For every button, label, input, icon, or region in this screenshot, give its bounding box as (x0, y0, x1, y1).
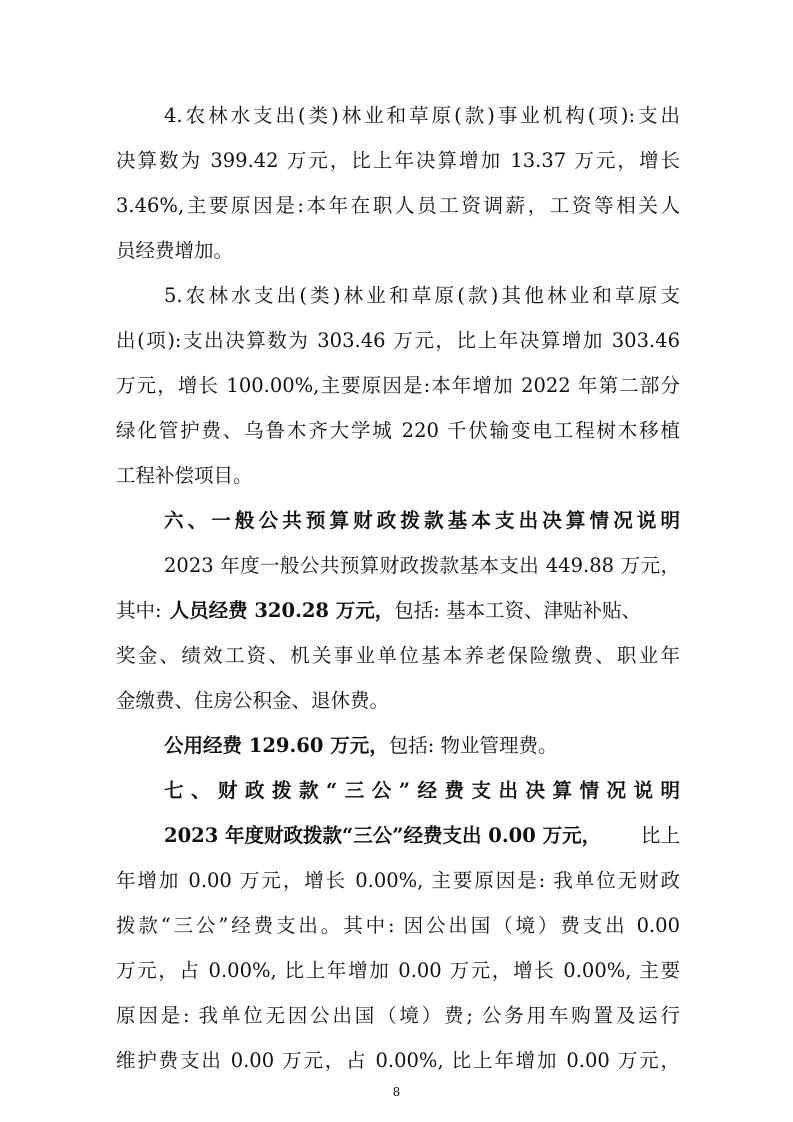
paragraph-text: 包括: 物业管理费。 (388, 734, 558, 757)
section-heading: 七、财政拨款“三公”经费支出决算情况说明 (164, 779, 680, 802)
paragraph-line: 5.农林水支出(类)林业和草原(款)其他林业和草原支 (164, 284, 680, 307)
paragraph-line: 3.46%,主要原因是:本年在职人员工资调薪，工资等相关人 (116, 194, 680, 217)
page-number: 8 (392, 1085, 401, 1099)
paragraph-line: 维护费支出 0.00 万元，占 0.00%, 比上年增加 0.00 万元， (116, 1049, 680, 1072)
highlight-text: 公用经费 129.60 万元， (164, 734, 389, 757)
paragraph-line: 4.农林水支出(类)林业和草原(款)事业机构(项):支出 (164, 104, 680, 127)
paragraph-line: 拨款“三公”经费支出。其中: 因公出国（境）费支出 0.00 (116, 914, 680, 937)
paragraph-text: 包括: 基本工资、津贴补贴、 (394, 599, 642, 622)
paragraph-line: 2023 年度一般公共预算财政拨款基本支出 449.88 万元， (164, 554, 680, 577)
section-heading: 六、一般公共预算财政拨款基本支出决算情况说明 (164, 509, 680, 532)
paragraph-line: 原因是: 我单位无因公出国（境）费; 公务用车购置及运行 (116, 1004, 680, 1027)
paragraph-line: 员经费增加。 (116, 239, 234, 262)
paragraph-line (164, 821, 680, 851)
paragraph-line: 年增加 0.00 万元，增长 0.00%, 主要原因是: 我单位无财政 (116, 869, 680, 892)
paragraph-line: 绿化管护费、乌鲁木齐大学城 220 千伏输变电工程树木移植 (116, 419, 680, 442)
paragraph-line: 出(项):支出决算数为 303.46 万元，比上年决算增加 303.46 (116, 329, 680, 352)
paragraph-line: 金缴费、住房公积金、退休费。 (116, 689, 390, 712)
paragraph-text: 其中: (116, 599, 162, 622)
paragraph-line: 万元，占 0.00%, 比上年增加 0.00 万元，增长 0.00%, 主要 (116, 959, 680, 982)
highlight-text: 人员经费 320.28 万元， (169, 599, 395, 622)
highlight-text: 2023 年度财政拨款“三公”经费支出 0.00 万元， (164, 824, 602, 847)
paragraph-line: 奖金、绩效工资、机关事业单位基本养老保险缴费、职业年 (116, 644, 680, 667)
paragraph-line: 万元，增长 100.00%,主要原因是:本年增加 2022 年第二部分 (116, 374, 680, 397)
paragraph-text: 比上 (640, 824, 680, 847)
paragraph-line: 工程补偿项目。 (116, 464, 253, 487)
paragraph-line (116, 596, 680, 626)
paragraph-line (164, 731, 680, 761)
paragraph-line: 决算数为 399.42 万元，比上年决算增加 13.37 万元，增长 (116, 149, 680, 172)
